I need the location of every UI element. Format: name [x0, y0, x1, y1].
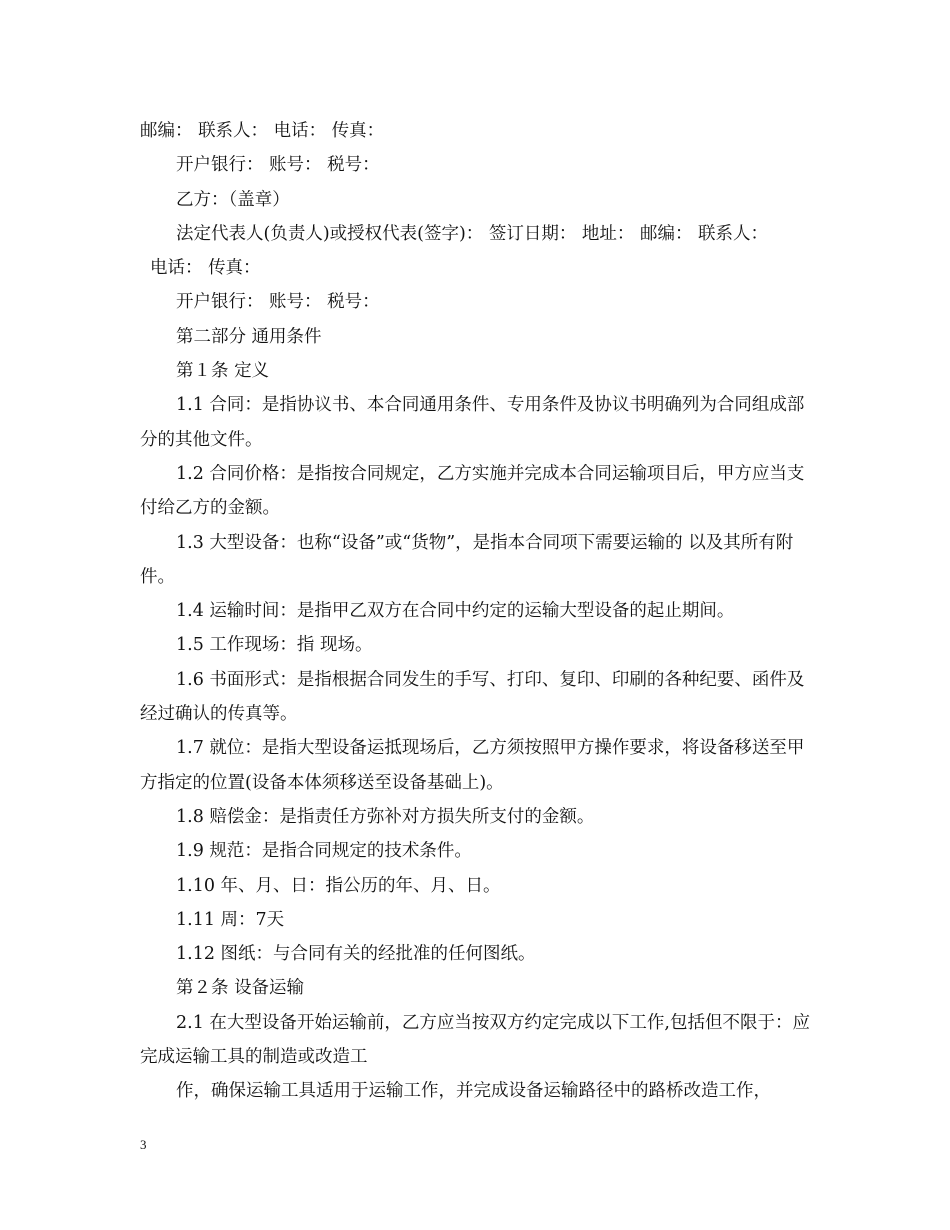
- page-number: 3: [140, 1137, 147, 1152]
- clause-1-7: 1.7 就位：是指大型设备运抵现场后，乙方须按照甲方操作要求，将设备移送至甲方指定的位置(设备本体须移送至设备基础上)。: [140, 738, 805, 793]
- clause-1-12: 1.12 图纸：与合同有关的经批准的任何图纸。: [176, 944, 536, 965]
- clause-1-9: 1.9 规范：是指合同规定的技术条件。: [176, 841, 472, 862]
- clause-1-6: 1.6 书面形式：是指根据合同发生的手写、打印、复印、印刷的各种纪要、函件及经过确认的传真等。: [140, 669, 805, 725]
- article-heading-transport: 第２条 设备运输: [176, 978, 305, 999]
- clause-2-1: 2.1 在大型设备开始运输前，乙方应当按双方约定完成以下工作,包括但不限于：应完成运输工具的制造或改造工: [140, 1012, 810, 1068]
- clause-1-5: 1.5 工作现场：指 现场。: [176, 635, 373, 656]
- paragraph-bank-info-b: 开户银行： 账号： 税号：: [176, 292, 380, 313]
- clause-1-4: 1.4 运输时间：是指甲乙双方在合同中约定的运输大型设备的起止期间。: [176, 601, 735, 622]
- clause-1-3: 1.3 大型设备：也称“设备”或“货物”，是指本合同项下需要运输的 以及其所有附件。: [140, 532, 794, 587]
- paragraph-bank-info-a: 开户银行： 账号： 税号：: [176, 155, 380, 176]
- clause-1-2: 1.2 合同价格：是指按合同规定，乙方实施并完成本合同运输项目后，甲方应当支付给乙方的金额。: [140, 463, 805, 519]
- paragraph-party-b: 乙方：（盖章）: [176, 189, 290, 210]
- clause-1-11: 1.11 周：7天: [176, 909, 285, 930]
- paragraph-representative: 法定代表人(负责人)或授权代表(签字)： 签订日期： 地址： 邮编： 联系人：: [176, 223, 769, 244]
- clause-1-8: 1.8 赔偿金：是指责任方弥补对方损失所支付的金额。: [176, 806, 595, 827]
- section-heading-part-two: 第二部分 通用条件: [176, 326, 322, 347]
- paragraph-contact-line: 邮编： 联系人： 电话： 传真：: [140, 121, 385, 141]
- clause-2-1-continued: 作，确保运输工具适用于运输工作，并完成设备运输路径中的路桥改造工作，: [176, 1081, 771, 1102]
- clause-1-1: 1.1 合同：是指协议书、本合同通用条件、专用条件及协议书明确列为合同组成部分的其他文件。: [140, 395, 805, 450]
- paragraph-phone-fax: 电话： 传真：: [150, 258, 261, 279]
- article-heading-definitions: 第１条 定义: [176, 361, 270, 382]
- document-body: [140, 114, 815, 1109]
- clause-1-10: 1.10 年、月、日：指公历的年、月、日。: [176, 875, 501, 896]
